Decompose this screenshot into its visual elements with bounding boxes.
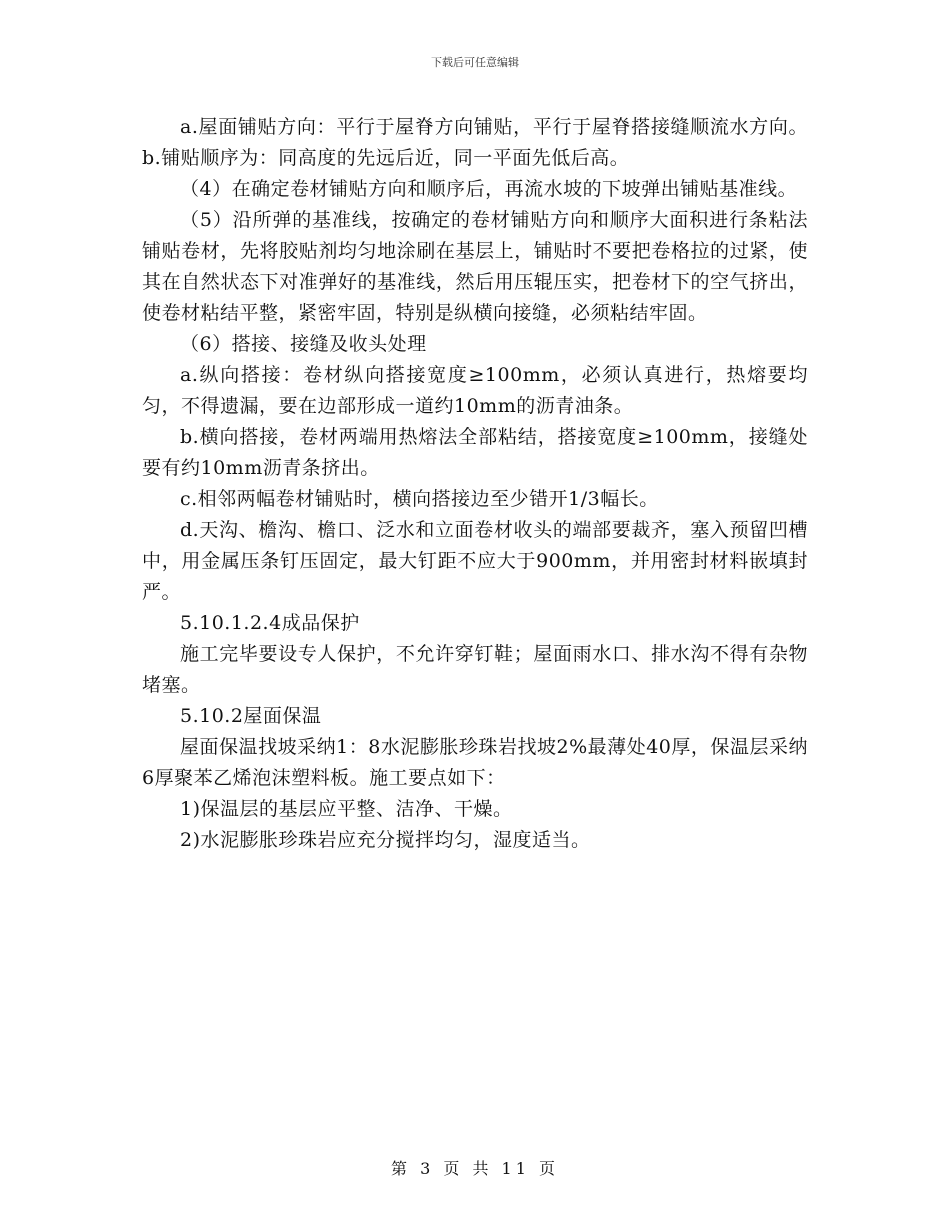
document-body <box>142 112 808 856</box>
paragraph-step-4: （4）在确定卷材铺贴方向和顺序后，再流水坡的下坡弹出铺贴基准线。 <box>180 178 798 200</box>
page-header: 下载后可任意编辑 <box>431 56 519 69</box>
paragraph-step-5: （5）沿所弹的基准线，按确定的卷材铺贴方向和顺序大面积进行条粘法铺贴卷材，先将胶贴剂均匀地涂刷在基层上，铺贴时不要把卷格拉的过紧，使其在自然状态下对准弹好的基准线，然后用压辊压实，把卷材下的空气挤出，使卷材粘结平整，紧密牢固，特别是纵横向接缝，必须粘结牢固。 <box>142 209 808 324</box>
paragraph-protection: 施工完毕要设专人保护，不允许穿钉鞋；屋面雨水口、排水沟不得有杂物堵塞。 <box>142 643 808 696</box>
page-number: 第 3 页 共 11 页 <box>391 1159 559 1178</box>
section-heading-insulation: 5.10.2屋面保温 <box>180 705 322 727</box>
paragraph-longitudinal-lap: a.纵向搭接：卷材纵向搭接宽度≥100mm，必须认真进行，热熔要均匀，不得遗漏，要在边部形成一道约10mm的沥青油条。 <box>142 364 808 417</box>
paragraph-insulation: 屋面保温找坡采纳1：8水泥膨胀珍珠岩找坡2%最薄处40厚，保温层采纳6厚聚苯乙烯泡沫塑料板。施工要点如下： <box>142 736 808 789</box>
list-item-1: 1)保温层的基层应平整、洁净、干燥。 <box>180 798 513 820</box>
section-heading-protection: 5.10.1.2.4成品保护 <box>180 612 360 634</box>
paragraph-step-6-heading: （6）搭接、接缝及收头处理 <box>180 333 427 355</box>
paragraph-adjacent-offset: c.相邻两幅卷材铺贴时，横向搭接边至少错开1/3幅长。 <box>180 488 659 510</box>
paragraph-transverse-lap: b.横向搭接，卷材两端用热熔法全部粘结，搭接宽度≥100mm，接缝处要有约10mm沥青条挤出。 <box>142 426 808 479</box>
paragraph-roof-direction: a.屋面铺贴方向：平行于屋脊方向铺贴，平行于屋脊搭接缝顺流水方向。b.铺贴顺序为：同高度的先远后近，同一平面先低后高。 <box>142 116 808 169</box>
paragraph-gutter-ends: d.天沟、檐沟、檐口、泛水和立面卷材收头的端部要裁齐，塞入预留凹槽中，用金属压条钉压固定，最大钉距不应大于900mm，并用密封材料嵌填封严。 <box>142 519 808 603</box>
list-item-2: 2)水泥膨胀珍珠岩应充分搅拌均匀，湿度适当。 <box>180 829 591 851</box>
